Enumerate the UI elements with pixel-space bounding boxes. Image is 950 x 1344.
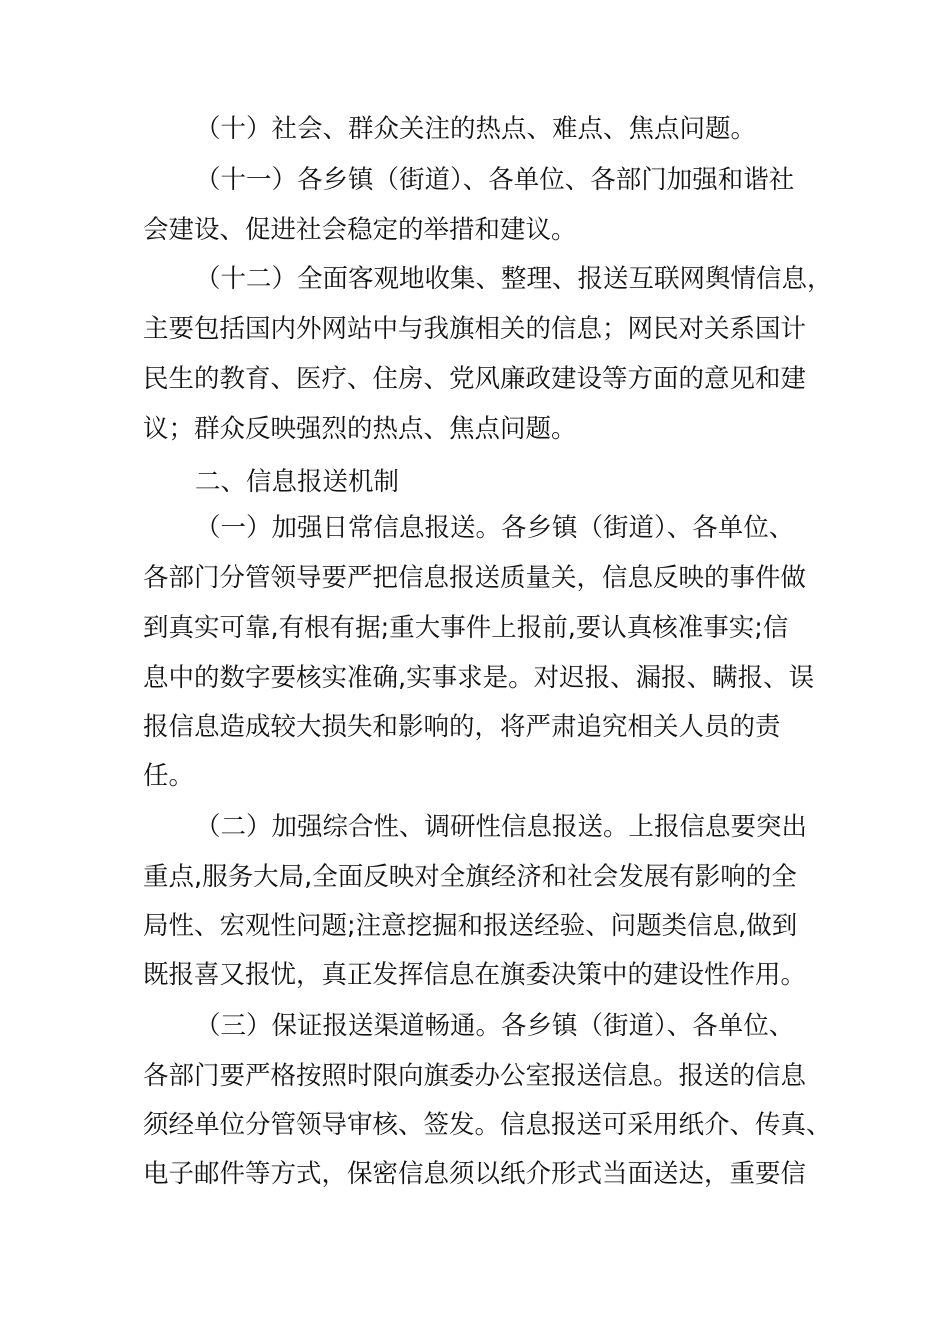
paragraph-line: 须经单位分管领导审核、签发。信息报送可采用纸介、传真、 [143,1110,832,1140]
paragraph-line: 各部门分管领导要严把信息报送质量关，信息反映的事件做 [143,563,807,593]
paragraph-line: （十一）各乡镇（街道）、各单位、各部门加强和谐社 [195,165,795,195]
paragraph-line: 民生的教育、医疗、住房、党风廉政建设等方面的意见和建 [143,364,807,394]
paragraph-line: 局性、宏观性问题;注意挖掘和报送经验、问题类信息,做到 [143,911,798,941]
paragraph-line: 任。 [143,761,195,791]
paragraph-line: 主要包括国内外网站中与我旗相关的信息；网民对关系国计 [143,314,807,344]
paragraph-line: （十二）全面客观地收集、整理、报送互联网舆情信息， [195,264,833,294]
paragraph-line: 各部门要严格按照时限向旗委办公室报送信息。报送的信息 [143,1061,807,1091]
paragraph-line: 重点,服务大局,全面反映对全旗经济和社会发展有影响的全 [143,862,797,892]
paragraph-line: 报信息造成较大损失和影响的，将严肃追究相关人员的责 [143,712,781,742]
paragraph-line: 会建设、促进社会稳定的举措和建议。 [143,215,577,245]
paragraph-line: 到真实可靠,有根有据;重大事件上报前,要认真核准事实;信 [143,613,789,643]
paragraph-line: （一）加强日常信息报送。各乡镇（街道）、各单位、 [195,513,795,543]
paragraph-line: 息中的数字要核实准确,实事求是。对迟报、漏报、瞒报、误 [143,663,815,693]
paragraph-line: 电子邮件等方式，保密信息须以纸介形式当面送达，重要信 [143,1159,807,1189]
section-heading: 二、信息报送机制 [195,467,400,497]
paragraph-line: 既报喜又报忧，真正发挥信息在旗委决策中的建设性作用。 [143,960,807,990]
paragraph-line: （十）社会、群众关注的热点、难点、焦点问题。 [195,114,757,144]
paragraph-line: 议；群众反映强烈的热点、焦点问题。 [143,414,577,444]
paragraph-line: （三）保证报送渠道畅通。各乡镇（街道）、各单位、 [195,1011,795,1041]
paragraph-line: （二）加强综合性、调研性信息报送。上报信息要突出 [195,812,808,842]
